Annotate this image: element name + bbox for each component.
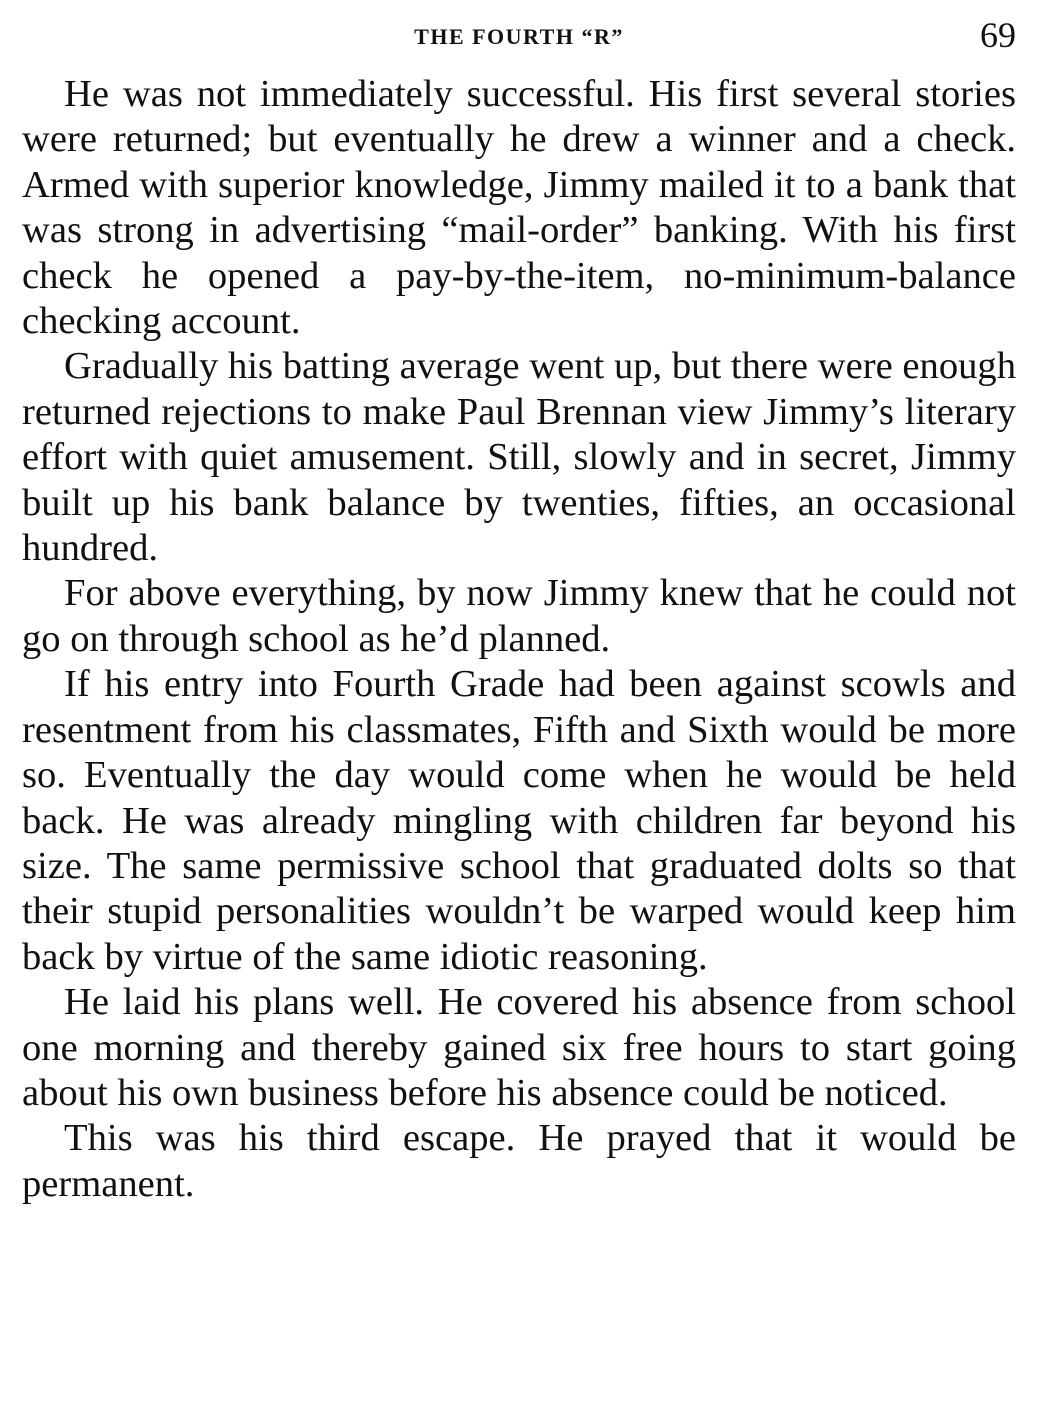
paragraph-6: This was his third escape. He prayed that it would be permanent.: [22, 1117, 1016, 1205]
paragraph-1: He was not immediately successful. His first several stories were returned; but eventually he drew a winner and a check. Armed with superior knowledge, Jimmy mailed it to a bank that was strong in advertising “mail-order” banking. With his first check he opened a pay-by-the-item, no-minimum-balance checking account.: [22, 73, 1016, 343]
paragraph-3: For above everything, by now Jimmy knew that he could not go on through school as he’d planned.: [22, 572, 1016, 660]
page-number: 69: [980, 15, 1016, 55]
body-text: [22, 72, 1016, 1207]
running-title: THE FOURTH “R”: [414, 24, 624, 49]
paragraph-2: Gradually his batting average went up, but there were enough returned rejections to make Paul Brennan view Jimmy’s literary effort with quiet amusement. Still, slowly and in secret, Jimmy built up his bank balance by twenties, fifties, an occasional hundred.: [22, 345, 1016, 570]
running-head: [22, 14, 1016, 72]
book-page: [22, 14, 1016, 1394]
paragraph-5: He laid his plans well. He covered his absence from school one morning and thereby gained six free hours to start going about his own business before his absence could be noticed.: [22, 981, 1016, 1114]
paragraph-4: If his entry into Fourth Grade had been against scowls and resentment from his classmates, Fifth and Sixth would be more so. Eventually the day would come when he would be held back. He was already mingling with children far beyond his size. The same permissive school that graduated dolts so that their stupid personalities wouldn’t be warped would keep him back by virtue of the same idiotic reasoning.: [22, 663, 1016, 978]
